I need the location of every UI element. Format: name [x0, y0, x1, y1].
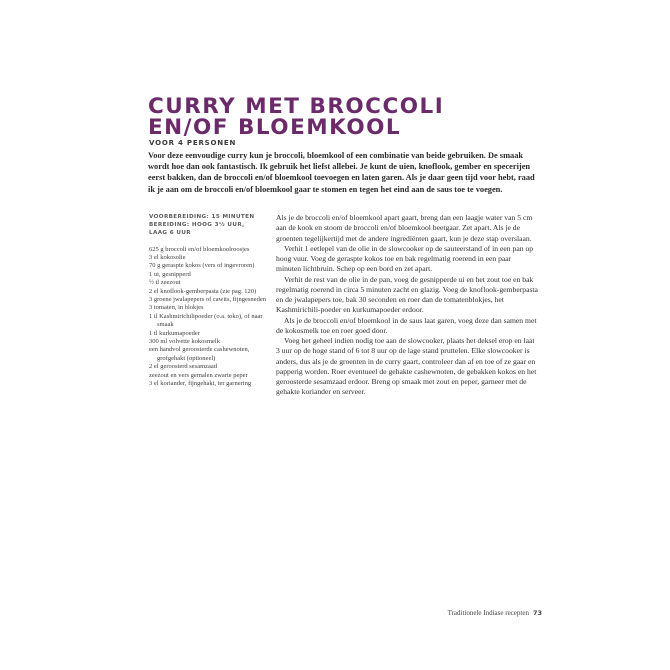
ingredient-item: 300 ml volvette kokosmelk — [149, 338, 220, 346]
recipe-title-line-2: EN/OF BLOEMKOOL — [148, 115, 402, 140]
ingredient-item: 3 el kokosolie — [149, 254, 186, 262]
recipe-title — [148, 96, 548, 138]
recipe-title-line-1: CURRY MET BROCCOLI — [148, 94, 445, 119]
method-paragraph: Verhit 1 eetlepel van de olie in de slowcooker op de sauteerstand of in een pan op hoog vuur. Voeg de geraspte kokos toe en bak regelmatig roerend in een paar minuten lichtbruin. Schep op een bord en zet apart. — [276, 243, 534, 274]
cook-time: BEREIDING: HOOG 3½ UUR, — [149, 222, 245, 229]
intro-text: Voor deze eenvoudige curry kun je broccoli, bloemkool of een combinatie van beide gebruiken. De smaak wordt hoe dan ook fantastisch. Ik gebruik het liefst allebei. Je kunt de uien, knoflook, gember en specerijen eerst bakken, dan de broccoli en/of bloemkool toevoegen en laten garen. Als je daar geen tijd voor hebt, raad ik je aan om de broccoli en/of bloemkool gaar te stomen en tegen het eind aan de saus toe te voegen. — [148, 151, 535, 194]
ingredient-item: 70 g geraspte kokos (vers of ingevroren) — [149, 262, 255, 270]
method-paragraph: Als je de broccoli en/of bloemkool in de saus laat garen, voeg deze dan samen met de kokosmelk toe en roer goed door. — [276, 315, 537, 335]
ingredient-item: ½ tl zeezout — [149, 279, 181, 287]
method-paragraph: Voeg het geheel indien nodig toe aan de slowcooker, plaats het deksel erop en laat 3 uur op de hoge stand of 6 tot 8 uur op de lage stand pruttelen. Elke slowcooker is anders, dus als je de groenten in de curry gaart, controleer dan af en toe of ze gaar en papperig worden. Roer eventueel de gehakte cashewnoten, de gebakken kokos en het geroosterde sesamzaad erdoor. Breng op smaak met zout en peper, garneer met de gehakte koriander en serveer. — [276, 336, 537, 397]
prep-time: VOORBEREIDING: 15 MINUTEN — [149, 214, 255, 220]
method-text — [276, 213, 538, 398]
ingredient-item: 1 tl Kashmirichilipoeder (o.a. toko), of naar smaak — [149, 312, 263, 329]
ingredient-item: een handvol geroosterde cashewnoten, grofgehakt (optioneel) — [149, 346, 250, 362]
servings-label: VOOR 4 PERSONEN — [149, 139, 237, 147]
ingredients-sidebar — [149, 213, 267, 389]
ingredient-list — [149, 246, 267, 389]
page-footer — [400, 609, 542, 617]
ingredient-item: 2 el knoflook-gemberpasta (zie pag. 120) — [149, 287, 257, 295]
ingredient-item: 1 ui, gesnipperd — [149, 270, 191, 278]
method-paragraph: Verhit de rest van de olie in de pan, voeg de gesnipperde ui en het zout toe en bak regelmatig roerend in circa 5 minuten zacht en glazig. Voeg de knoflook-gemberpasta en de jwalapepers toe, bak 30 seconden en roer dan de tomatenblokjes, het Kashmirichili-poeder en kurkumapoeder erdoor. — [276, 274, 538, 315]
ingredient-item: 3 groene jwalapepers of cawits, fijngesneden — [149, 296, 266, 304]
time-info — [149, 213, 267, 238]
cook-time-low: LAAG 6 UUR — [149, 230, 191, 237]
ingredient-item: zeezout en vers gemalen zwarte peper — [149, 371, 248, 379]
recipe-intro — [148, 150, 536, 195]
footer-section-title: Traditionele Indiase recepten — [447, 609, 529, 617]
method-paragraph: Als je de broccoli en/of bloemkool apart gaart, breng dan een laagje water van 5 cm aan de kook en stoom de broccoli en/of bloemkool beetgaar. Zet apart. Als je de groenten tegelijkertijd met de andere ingrediënten gaart, kun je deze stap overslaan. — [276, 213, 533, 243]
ingredient-item: 625 g broccoli en/of bloemkoolroosjes — [149, 245, 250, 253]
ingredient-item: 3 el koriander, fijngehakt, ter garnering — [149, 380, 252, 388]
ingredient-item: 3 tomaten, in blokjes — [149, 304, 204, 312]
page-number: 73 — [532, 609, 542, 617]
ingredient-item: 2 el geroosterd sesamzaad — [149, 363, 218, 371]
ingredient-item: 1 tl kurkumapoeder — [149, 329, 200, 337]
